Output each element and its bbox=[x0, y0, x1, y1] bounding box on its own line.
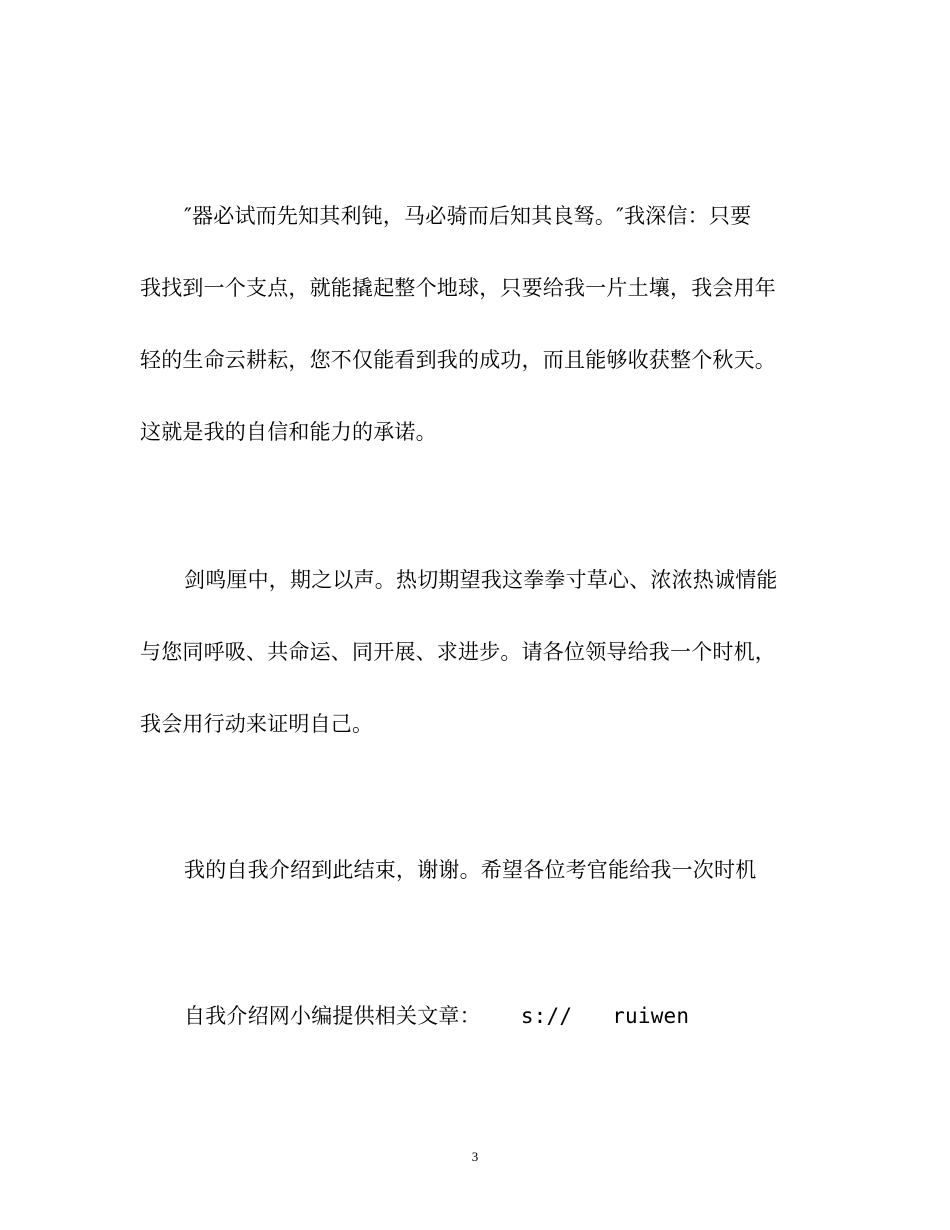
related-articles-line bbox=[184, 1002, 844, 1030]
link-fragment-scheme: s:// bbox=[520, 1004, 573, 1028]
related-articles-label: 自我介绍网小编提供相关文章： bbox=[184, 1004, 481, 1028]
paragraph-2-line-2: 与您同呼吸、共命运、同开展、求进步。请各位领导给我一个时机， bbox=[140, 640, 776, 664]
link-fragment-domain: ruiwen bbox=[612, 1004, 690, 1028]
paragraph-3-line-1: 我的自我介绍到此结束，谢谢。希望各位考官能给我一次时机 bbox=[184, 858, 757, 882]
paragraph-2-line-1: 剑鸣厘中，期之以声。热切期望我这拳拳寸草心、浓浓热诚情能 bbox=[184, 568, 778, 592]
paragraph-1-line-4: 这就是我的自信和能力的承诺。 bbox=[140, 420, 437, 444]
paragraph-2-line-3: 我会用行动来证明自己。 bbox=[140, 712, 374, 736]
paragraph-1-line-3: 轻的生命云耕耘，您不仅能看到我的成功，而且能够收获整个秋天。 bbox=[140, 348, 776, 372]
paragraph-1-line-2: 我找到一个支点，就能撬起整个地球，只要给我一片土壤，我会用年 bbox=[140, 276, 776, 300]
page-number: 3 bbox=[471, 1149, 479, 1164]
paragraph-1-line-1: ″器必试而先知其利钝，马必骑而后知其良驽。″我深信：只要 bbox=[184, 204, 752, 228]
